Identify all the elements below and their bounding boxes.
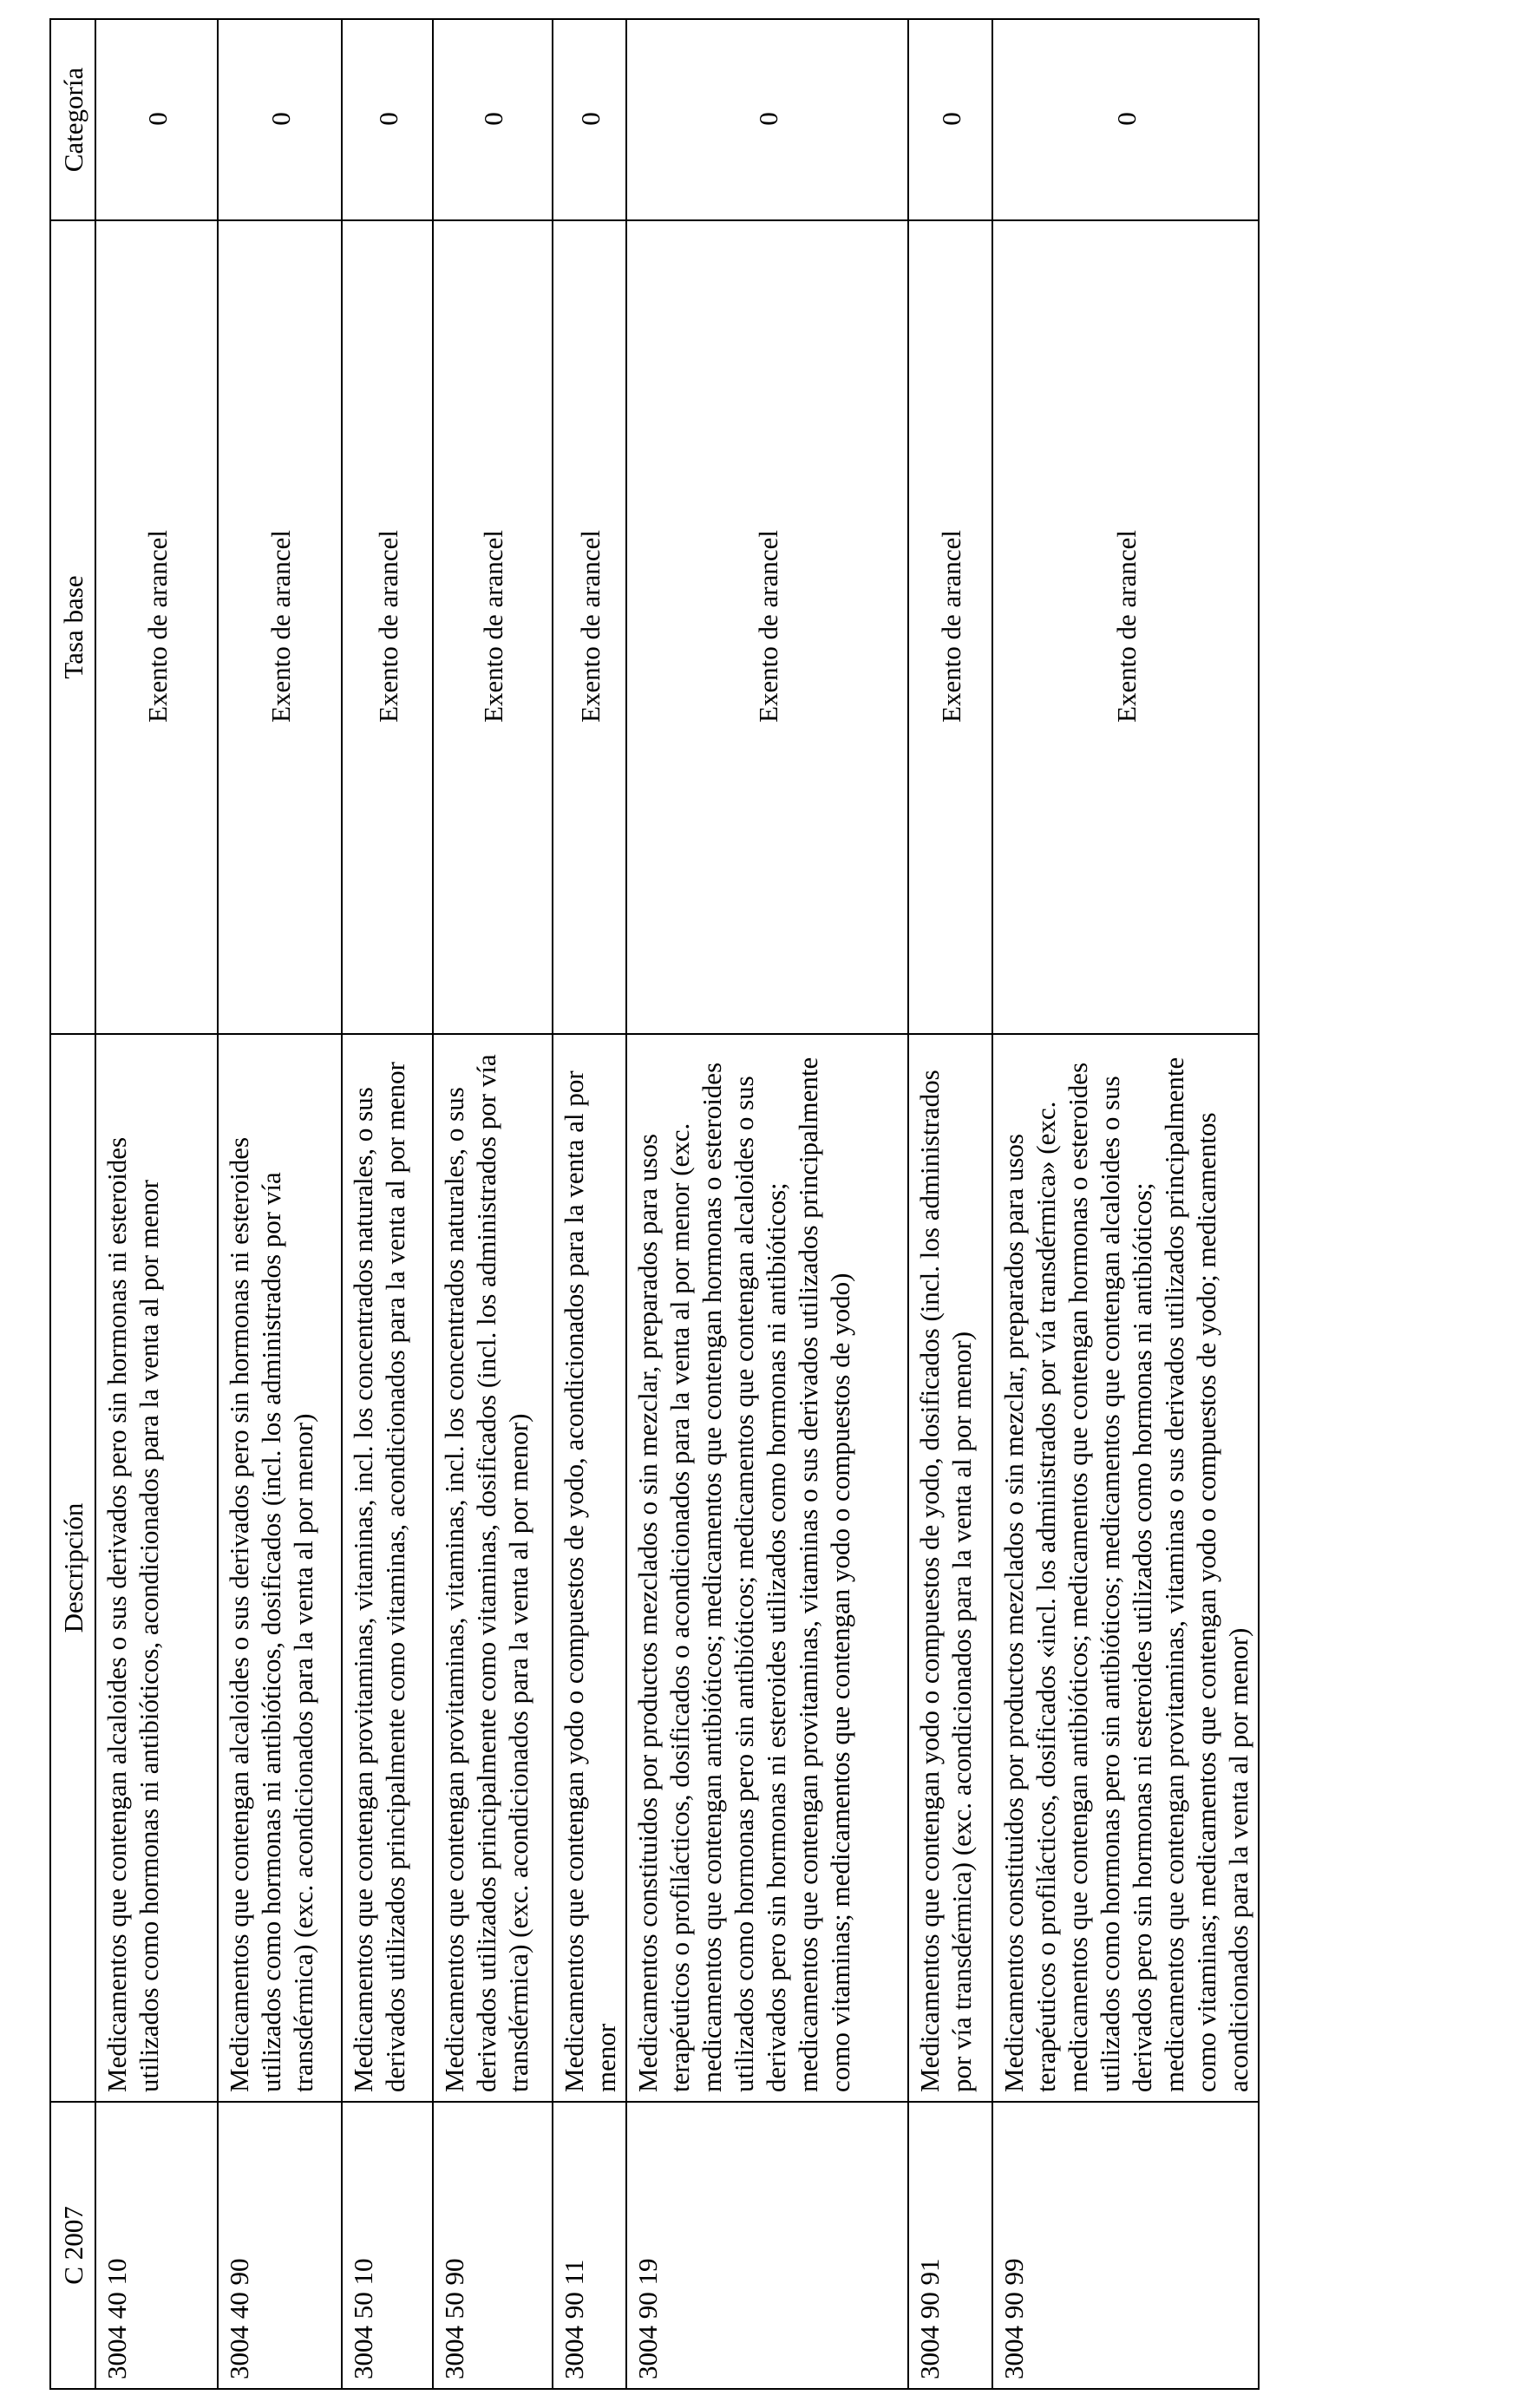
header-base-rate: Tasa base <box>50 220 95 1034</box>
table-row <box>553 19 626 2389</box>
header-category: Categoría <box>50 19 95 220</box>
cell-description: Medicamentos que contengan alcaloides o sus derivados pero sin hormonas ni esteroides utilizados como hormonas ni antibióticos, acondicionados para la venta al por menor <box>95 1034 218 2102</box>
table-row <box>433 19 553 2389</box>
cell-base-rate: Exento de arancel <box>908 220 992 1034</box>
cell-description: Medicamentos que contengan provitaminas, vitaminas, incl. los concentrados naturales, o sus derivados utilizados principalmente como vitaminas, dosificados (incl. los administrados por vía transdérmica) (exc. acondicionados para la venta al por menor) <box>433 1034 553 2102</box>
cell-code: 3004 40 10 <box>95 2102 218 2389</box>
cell-description: Medicamentos constituidos por productos mezclados o sin mezclar, preparados para usos terapéuticos o profilácticos, dosificados «incl. los administrados por vía transdérmica» (exc. medicamentos que contengan antibióticos; medicamentos que contengan hormonas o esteroides utilizados como hormonas pero sin antibióticos; medicamentos que contengan alcaloides o sus derivados pero sin hormonas ni esteroides utilizados como hormonas ni antibióticos; medicamentos que contengan provitaminas, vitaminas o sus derivados utilizados principalmente como vitaminas; medicamentos que contengan yodo o compuestos de yodo; medicamentos acondicionados para la venta al por menor) <box>992 1034 1259 2102</box>
cell-code: 3004 50 90 <box>433 2102 553 2389</box>
tariff-table <box>49 18 1260 2390</box>
cell-base-rate: Exento de arancel <box>218 220 342 1034</box>
cell-description: Medicamentos que contengan yodo o compuestos de yodo, dosificados (incl. los administrados por vía transdérmica) (exc. acondicionados para la venta al por menor) <box>908 1034 992 2102</box>
cell-category: 0 <box>908 19 992 220</box>
cell-description: Medicamentos que contengan yodo o compuestos de yodo, acondicionados para la venta al por menor <box>553 1034 626 2102</box>
cell-base-rate: Exento de arancel <box>342 220 433 1034</box>
cell-category: 0 <box>218 19 342 220</box>
cell-code: 3004 90 19 <box>626 2102 908 2389</box>
cell-description: Medicamentos constituidos por productos mezclados o sin mezclar, preparados para usos terapéuticos o profilácticos, dosificados o acondicionados para la venta al por menor (exc. medicamentos que contengan antibióticos; medicamentos que contengan hormonas o esteroides utilizados como hormonas pero sin antibióticos; medicamentos que contengan alcaloides o sus derivados pero sin hormonas ni esteroides utilizados como hormonas ni antibióticos; medicamentos que contengan provitaminas, vitaminas o sus derivados utilizados principalmente como vitaminas; medicamentos que contengan yodo o compuestos de yodo) <box>626 1034 908 2102</box>
cell-code: 3004 90 99 <box>992 2102 1259 2389</box>
table-row <box>992 19 1259 2389</box>
table-row <box>218 19 342 2389</box>
cell-category: 0 <box>626 19 908 220</box>
cell-description: Medicamentos que contengan alcaloides o sus derivados pero sin hormonas ni esteroides utilizados como hormonas ni antibióticos, dosificados (incl. los administrados por vía transdérmica) (exc. acondicionados para la venta al por menor) <box>218 1034 342 2102</box>
rotated-table-container <box>49 20 1253 2390</box>
table-row <box>342 19 433 2389</box>
header-description: Descripción <box>50 1034 95 2102</box>
cell-description: Medicamentos que contengan provitaminas, vitaminas, incl. los concentrados naturales, o sus derivados utilizados principalmente como vitaminas, acondicionados para la venta al por menor <box>342 1034 433 2102</box>
cell-category: 0 <box>433 19 553 220</box>
cell-category: 0 <box>553 19 626 220</box>
cell-base-rate: Exento de arancel <box>992 220 1259 1034</box>
cell-code: 3004 40 90 <box>218 2102 342 2389</box>
cell-category: 0 <box>95 19 218 220</box>
table-row <box>95 19 218 2389</box>
header-code: C 2007 <box>50 2102 95 2389</box>
cell-base-rate: Exento de arancel <box>95 220 218 1034</box>
cell-base-rate: Exento de arancel <box>626 220 908 1034</box>
cell-category: 0 <box>992 19 1259 220</box>
cell-base-rate: Exento de arancel <box>433 220 553 1034</box>
table-header-row <box>50 19 95 2389</box>
cell-code: 3004 90 11 <box>553 2102 626 2389</box>
table-row <box>626 19 908 2389</box>
cell-category: 0 <box>342 19 433 220</box>
table-row <box>908 19 992 2389</box>
cell-code: 3004 90 91 <box>908 2102 992 2389</box>
cell-base-rate: Exento de arancel <box>553 220 626 1034</box>
cell-code: 3004 50 10 <box>342 2102 433 2389</box>
